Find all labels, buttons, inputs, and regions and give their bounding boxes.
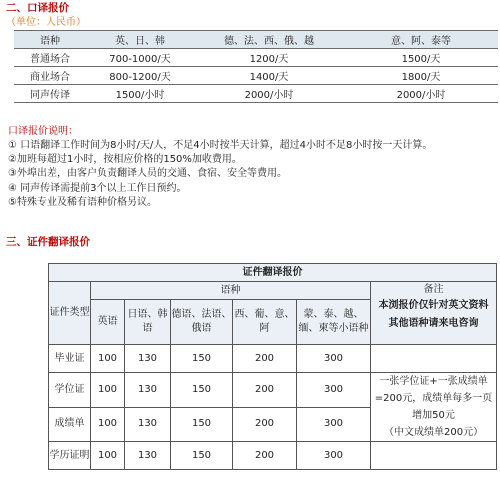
language-column-header: 日语、韩语 (125, 300, 171, 345)
table-cell: 1400/天 (194, 67, 344, 85)
table-cell: 200 (233, 373, 297, 408)
table-row (14, 85, 498, 103)
language-column-header: 蒙、泰、越、缅、柬等小语种 (297, 300, 371, 345)
language-header: 语种 (91, 282, 371, 300)
table-cell: 130 (125, 345, 171, 373)
note-line: ① 口语翻译工作时间为8小时/天/人，不足4小时按半天计算，超过4小时不足8小时按一天计算。 (8, 140, 433, 151)
table-cell: 100 (91, 442, 125, 470)
table-cell: 150 (171, 345, 233, 373)
table-row (14, 49, 498, 67)
language-column-header: 西、葡、意、阿 (233, 300, 297, 345)
table-cell: 150 (171, 407, 233, 442)
note-line: ④ 同声传译需提前3个以上工作日预约。 (8, 182, 187, 194)
row-label: 普通场合 (14, 49, 86, 67)
certificate-price-table (48, 263, 497, 470)
column-header: 语种 (14, 31, 86, 49)
table-cell: 100 (91, 345, 125, 373)
note-line: ②加班每超过1小时，按相应价格的150%加收费用。 (8, 154, 242, 166)
table-cell: 1200/天 (194, 49, 344, 67)
table-cell: 1800/天 (344, 67, 498, 85)
interpretation-price-table (14, 30, 498, 103)
remark-header-cell (371, 282, 497, 345)
table-cell: 700-1000/天 (86, 49, 194, 67)
table-cell: 150 (171, 373, 233, 408)
remark-cell-empty (371, 345, 497, 373)
table-cell: 300 (297, 442, 371, 470)
table-cell: 1500/天 (344, 49, 498, 67)
table-cell: 200 (233, 407, 297, 442)
table-row (49, 373, 497, 408)
notes-title: 口译报价说明： (8, 126, 78, 137)
column-header: 意、阿、泰等 (344, 31, 498, 49)
remark-header: 备注 (423, 284, 444, 295)
doc-type-label: 成绩单 (49, 407, 91, 442)
doc-type-label: 学位证 (49, 373, 91, 408)
pricing-note-line: 增加50元 (412, 410, 455, 421)
table-cell: 2000/小时 (344, 85, 498, 103)
table-cell: 300 (297, 373, 371, 408)
table-cell: 2000/小时 (194, 85, 344, 103)
table-cell: 130 (125, 407, 171, 442)
pricing-note-line: 一张学位证+一张成绩单 (379, 376, 488, 387)
table-header-row (14, 31, 498, 49)
remark-cell-empty (371, 442, 497, 470)
table-cell: 100 (91, 373, 125, 408)
row-label: 商业场合 (14, 67, 86, 85)
column-header: 德、法、西、俄、越 (194, 31, 344, 49)
table-cell: 200 (233, 345, 297, 373)
table-caption: 证件翻译报价 (49, 264, 497, 282)
table-cell: 300 (297, 407, 371, 442)
section-title-interpretation: 二、口译报价 (6, 2, 69, 14)
table-row (49, 345, 497, 373)
remark-line: 本浏报价仅针对英文资料 (378, 300, 489, 311)
table-cell: 200 (233, 442, 297, 470)
note-line: ③外埠出差，由客户负责翻译人员的交通、食宿、安全等费用。 (8, 168, 287, 180)
column-header: 英、日、韩 (86, 31, 194, 49)
section-title-certificate: 三、证件翻译报价 (6, 236, 90, 248)
table-cell: 130 (125, 442, 171, 470)
pricing-note-cell (371, 373, 497, 442)
table-cell: 150 (171, 442, 233, 470)
note-line: ⑤特殊专业及稀有语种价格另议。 (8, 196, 157, 208)
doc-type-label: 毕业证 (49, 345, 91, 373)
doc-type-label: 学历证明 (49, 442, 91, 470)
currency-unit: （单位：人民币） (6, 17, 86, 28)
row-label: 同声传译 (14, 85, 86, 103)
pricing-note-line: （中文成绩单200元） (383, 427, 484, 438)
interpretation-notes (8, 122, 498, 210)
language-column-header: 英语 (91, 300, 125, 345)
table-cell: 1500/小时 (86, 85, 194, 103)
table-cell: 100 (91, 407, 125, 442)
table-cell: 800-1200/天 (86, 67, 194, 85)
table-cell: 130 (125, 373, 171, 408)
table-cell: 300 (297, 345, 371, 373)
table-row (14, 67, 498, 85)
doc-type-header: 证件类型 (49, 282, 91, 345)
language-column-header: 德语、法语、俄语 (171, 300, 233, 345)
table-row (49, 442, 497, 470)
remark-line: 其他语种请来电咨询 (388, 318, 479, 329)
pricing-note-line: =200元，成绩单每多一页 (374, 393, 493, 404)
